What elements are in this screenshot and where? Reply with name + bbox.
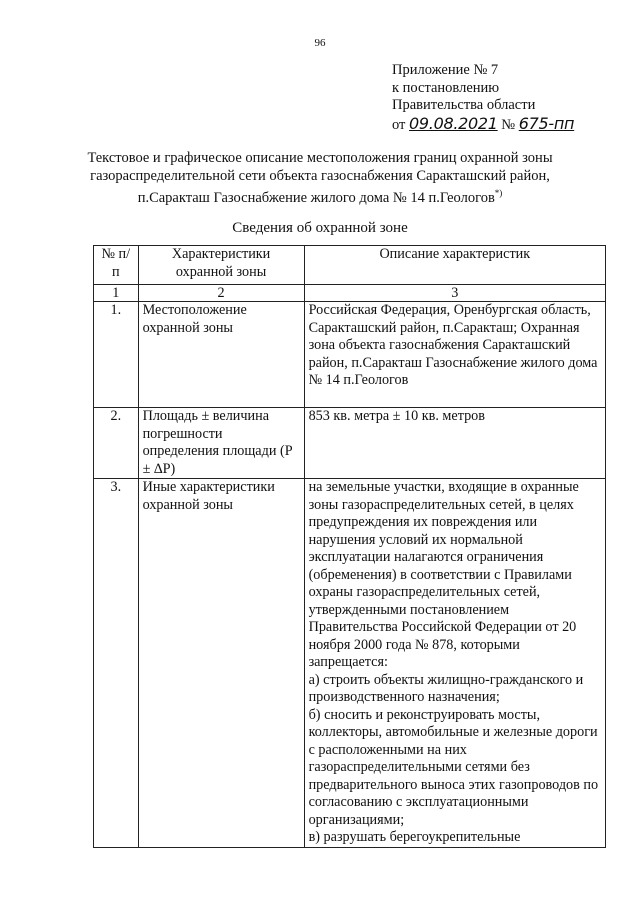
appendix-line: Правительства области xyxy=(392,97,536,113)
table-row xyxy=(94,302,606,408)
row-number: 2. xyxy=(94,408,139,479)
table-number-row xyxy=(94,285,606,302)
row-description: Российская Федерация, Оренбургская область, Саракташский район, п.Саракташ; Охранная зона объекта газоснабжения Саракташский район, п.Саракташ Газоснабжение жилого дома № 14 п.Геологов xyxy=(304,302,605,408)
document-title xyxy=(60,150,580,207)
row-description: 853 кв. метра ± 10 кв. метров xyxy=(304,408,605,479)
header-number: № п/п xyxy=(94,246,139,285)
title-line: газораспределительной сети объекта газоснабжения Саракташский район, xyxy=(90,167,550,184)
column-number: 1 xyxy=(94,285,139,302)
page-number: 96 xyxy=(314,37,326,49)
handwritten-date: 09.08.2021 xyxy=(409,113,498,133)
zone-table xyxy=(93,245,606,848)
title-line-text: п.Саракташ Газоснабжение жилого дома № 14 п.Геологов xyxy=(137,189,495,206)
appendix-block xyxy=(392,62,574,134)
section-title: Сведения об охранной зоне xyxy=(232,220,408,236)
row-characteristic: Площадь ± величина погрешности определения площади (P ± ∆P) xyxy=(138,408,304,479)
handwritten-number: 675-пп xyxy=(518,113,575,133)
header-characteristic: Характеристики охранной зоны xyxy=(138,246,304,285)
row-characteristic: Иные характеристики охранной зоны xyxy=(138,479,304,848)
row-characteristic: Местоположение охранной зоны xyxy=(138,302,304,408)
row-number: 3. xyxy=(94,479,139,848)
header-description: Описание характеристик xyxy=(304,246,605,285)
row-number: 1. xyxy=(94,302,139,408)
date-prefix: от xyxy=(392,116,406,133)
column-number: 3 xyxy=(304,285,605,302)
table-header-row xyxy=(94,246,606,285)
row-description xyxy=(304,479,605,848)
appendix-date-line xyxy=(392,115,574,135)
table-row xyxy=(94,479,606,848)
appendix-line: Приложение № 7 xyxy=(392,62,499,78)
column-number: 2 xyxy=(138,285,304,302)
description-paragraph: б) сносить и реконструировать мосты, коллекторы, автомобильные и железные дороги с расположенными на них газораспределительными сетями без предварительного выноса этих газопроводов по согласованию с эксплуатационными организациями; xyxy=(308,706,599,828)
title-line: Текстовое и графическое описание местоположения границ охранной зоны xyxy=(87,150,553,166)
title-line xyxy=(60,185,580,207)
appendix-line: к постановлению xyxy=(392,79,500,96)
description-paragraph: в) разрушать берегоукрепительные xyxy=(308,829,521,845)
description-paragraph: на земельные участки, входящие в охранные зоны газораспределительных сетей, в целях предупреждения их повреждения или нарушения условий их нормальной эксплуатации налагаются ограничения (обременения) в соответствии с Правилами охраны газораспределительных сетей, утвержденными постановлением Правительства Российской Федерации от 20 ноября 2000 года № 878, которыми запрещается: xyxy=(308,479,579,670)
number-prefix: № xyxy=(501,116,516,133)
description-paragraph: а) строить объекты жилищно-гражданского и производственного назначения; xyxy=(308,671,584,705)
footnote-mark: *) xyxy=(494,188,503,198)
table-row xyxy=(94,408,606,479)
